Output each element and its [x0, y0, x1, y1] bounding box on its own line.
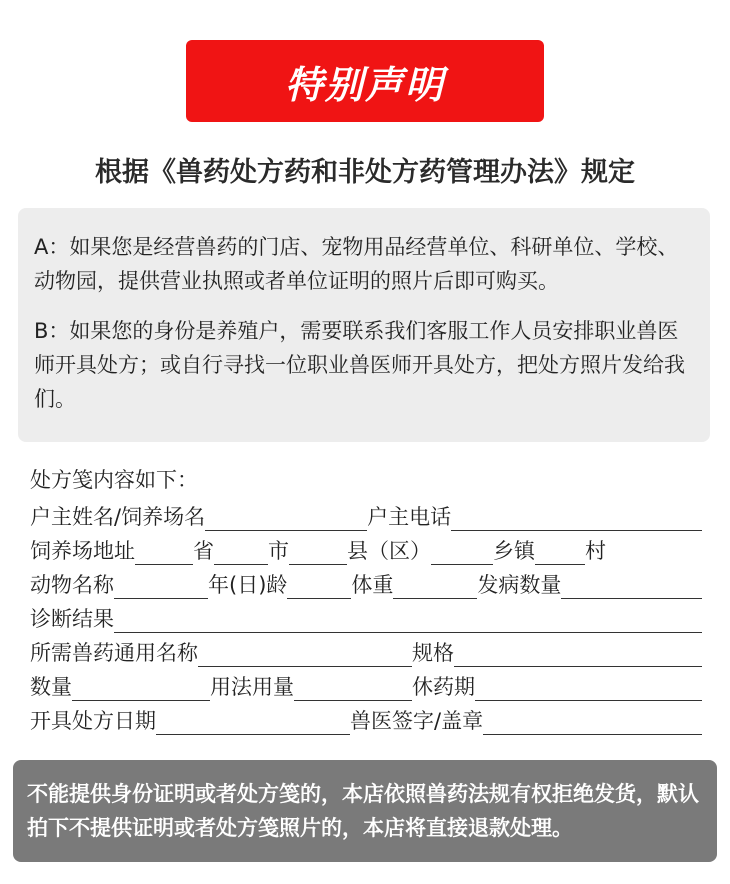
condition-a: A：如果您是经营兽药的门店、宠物用品经营单位、科研单位、学校、动物园，提供营业执照或者单位证明的照片后即可购买。 — [34, 235, 679, 293]
owner-phone-label: 户主电话 — [367, 505, 452, 529]
form-row-address — [30, 531, 702, 565]
city-label: 市 — [268, 539, 289, 563]
form-intro: 处方笺内容如下： — [30, 468, 198, 492]
farm-address-label: 饲养场地址 — [30, 539, 135, 563]
quantity-blank — [72, 673, 210, 701]
withdrawal-blank — [475, 673, 702, 701]
province-label: 省 — [193, 539, 214, 563]
weight-label: 体重 — [351, 573, 394, 597]
form-row-drug — [30, 633, 702, 667]
owner-name-label: 户主姓名/饲养场名 — [30, 505, 206, 529]
township-label: 乡镇 — [493, 539, 535, 563]
sick-count-blank — [561, 571, 702, 599]
condition-b: B：如果您的身份是养殖户，需要联系我们客服工作人员安排职业兽医师开具处方；或自行寻找一位职业兽医师开具处方，把处方照片发给我们。 — [34, 319, 685, 411]
spec-blank — [454, 639, 702, 667]
village-label: 村 — [585, 539, 606, 563]
sick-count-label: 发病数量 — [477, 573, 562, 597]
weight-blank — [393, 571, 477, 599]
purchase-conditions-box — [18, 208, 710, 442]
form-row-diagnosis — [30, 599, 702, 633]
drug-name-label: 所需兽药通用名称 — [30, 641, 198, 665]
spec-label: 规格 — [412, 641, 454, 665]
refund-notice-text: 不能提供身份证明或者处方笺的，本店依照兽药法规有权拒绝发货，默认拍下不提供证明或者处方笺照片的，本店将直接退款处理。 — [27, 782, 699, 840]
quantity-label: 数量 — [30, 675, 72, 699]
animal-name-label: 动物名称 — [30, 573, 114, 597]
date-blank — [156, 707, 350, 735]
refund-notice-bar — [13, 760, 717, 862]
form-row-date — [30, 701, 702, 735]
date-label: 开具处方日期 — [30, 709, 156, 733]
animal-name-blank — [114, 571, 208, 599]
owner-name-blank — [205, 503, 367, 531]
village-blank — [535, 537, 585, 565]
county-label: 县（区） — [347, 539, 431, 563]
form-row-quantity — [30, 667, 702, 701]
county-blank — [289, 537, 347, 565]
diagnosis-blank — [114, 605, 702, 633]
province-blank — [135, 537, 193, 565]
drug-name-blank — [198, 639, 412, 667]
banner-title: 特别声明 — [284, 62, 445, 107]
age-blank — [287, 571, 351, 599]
form-row-owner — [30, 497, 702, 531]
age-label: 年(日)龄 — [208, 573, 288, 597]
prescription-form — [30, 463, 702, 735]
dosage-label: 用法用量 — [210, 675, 294, 699]
dosage-blank — [294, 673, 412, 701]
title-banner — [186, 40, 544, 122]
signature-blank — [483, 707, 702, 735]
regulation-subtitle: 根据《兽药处方药和非处方药管理办法》规定 — [95, 157, 635, 188]
township-blank — [431, 537, 493, 565]
form-row-animal — [30, 565, 702, 599]
owner-phone-blank — [451, 503, 702, 531]
diagnosis-label: 诊断结果 — [30, 607, 114, 631]
city-blank — [214, 537, 268, 565]
withdrawal-label: 休药期 — [412, 675, 475, 699]
signature-label: 兽医签字/盖章 — [350, 709, 484, 733]
